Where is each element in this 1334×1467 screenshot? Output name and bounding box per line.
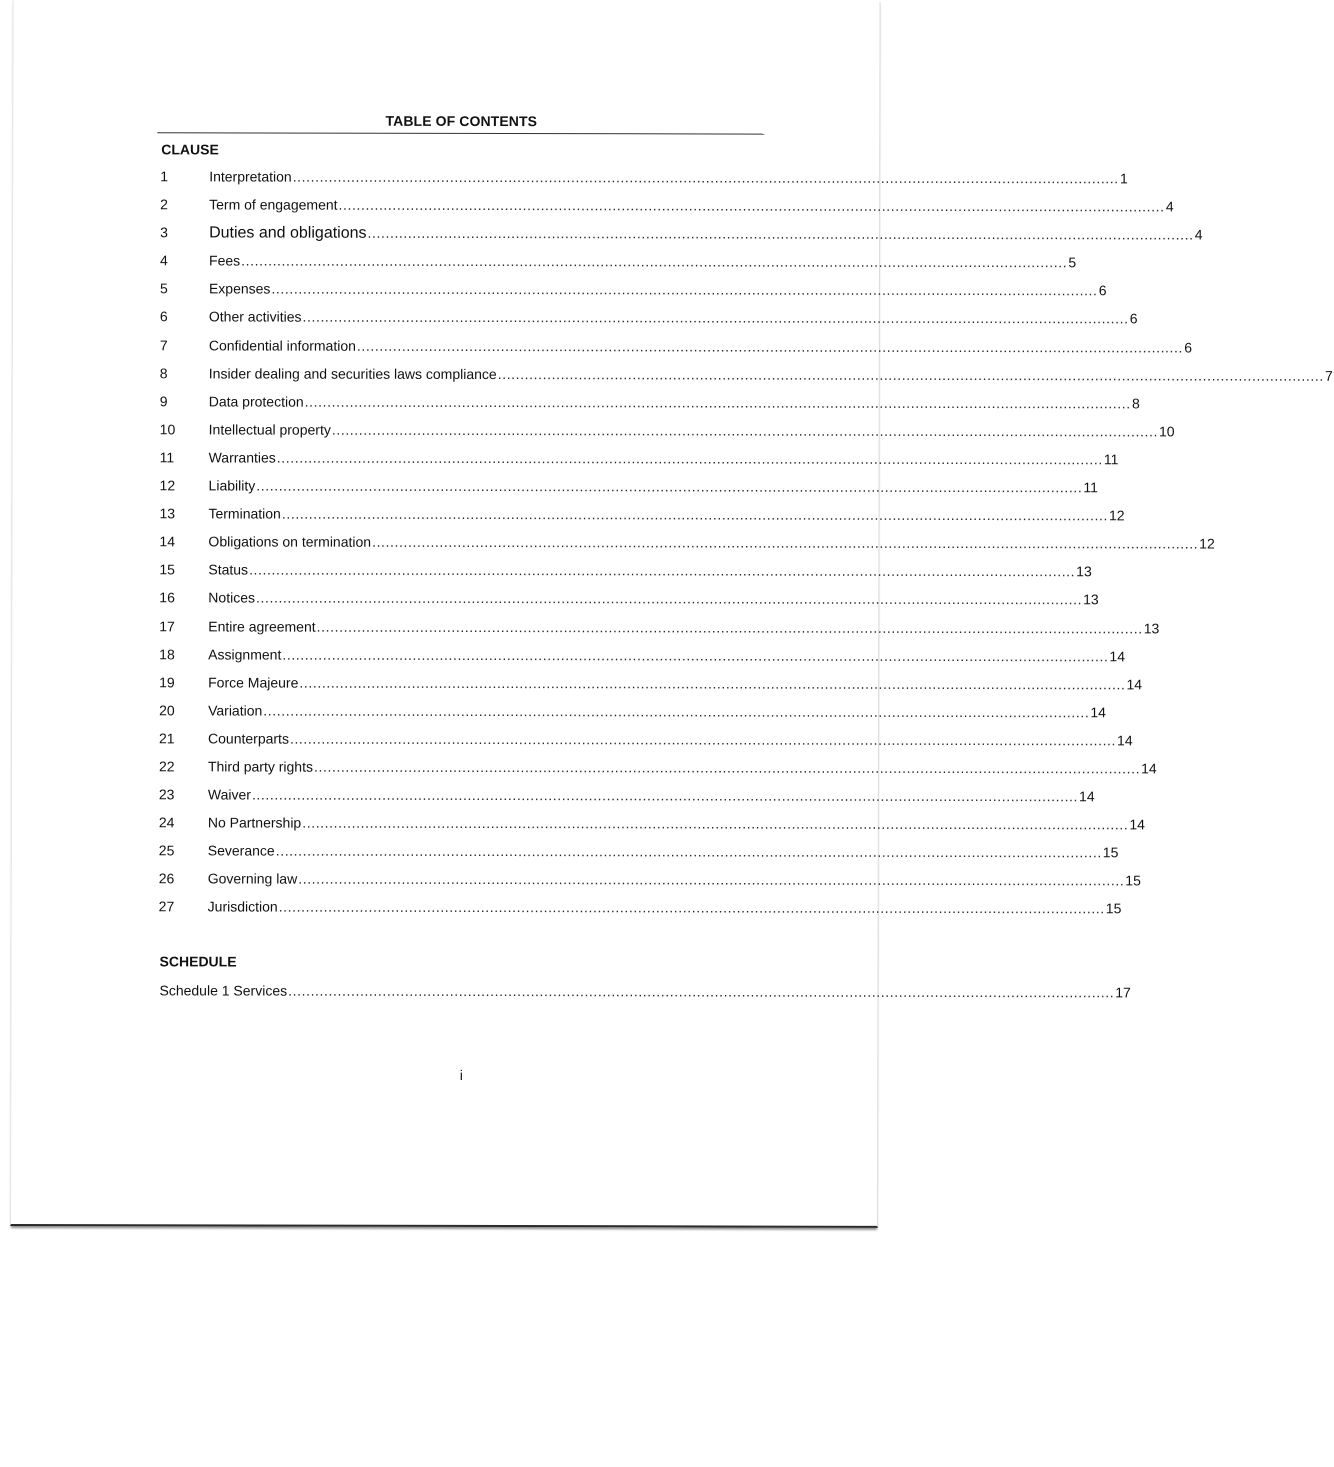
- clause-number: 3: [160, 224, 168, 241]
- clause-label: Data protection: [208, 393, 304, 410]
- dot-leader: ........................................................................................................................................................................................: [302, 309, 1129, 327]
- dot-leader: ........................................................................................................................................................................................: [331, 421, 1158, 440]
- toc-entry[interactable]: [158, 780, 1095, 809]
- toc-entry[interactable]: [158, 640, 1126, 669]
- page-number: 13: [1083, 591, 1099, 608]
- toc-entry[interactable]: [158, 668, 1143, 697]
- clause-label: Liability: [208, 477, 256, 494]
- page-number: 10: [1158, 423, 1175, 440]
- dot-leader: ........................................................................................................................................................................................: [278, 898, 1105, 917]
- page-number: 14: [1090, 704, 1106, 721]
- clause-number: 13: [159, 505, 176, 522]
- clause-label: Waiver: [207, 786, 251, 803]
- page-number: 1: [1119, 170, 1128, 187]
- dot-leader: ........................................................................................................................................................................................: [338, 196, 1165, 215]
- clause-number: 7: [159, 336, 168, 353]
- dot-leader: ........................................................................................................................................................................................: [299, 674, 1126, 693]
- schedule-label: Schedule 1 Services: [159, 982, 288, 999]
- toc-entry[interactable]: [159, 247, 1077, 276]
- clause-label: Entire agreement: [208, 617, 316, 635]
- clause-label: Duties and obligations: [209, 224, 367, 242]
- toc-entry[interactable]: [159, 190, 1174, 219]
- toc-entry[interactable]: [159, 359, 1333, 388]
- dot-leader: ........................................................................................................................................................................................: [313, 758, 1141, 777]
- toc-entry[interactable]: [159, 415, 1175, 444]
- clause-label: No Partnership: [207, 814, 302, 831]
- toc-entry[interactable]: [159, 331, 1193, 360]
- clause-label: Insider dealing and securities laws compliance: [208, 365, 497, 382]
- clause-number: 26: [158, 870, 175, 887]
- clause-number: 24: [158, 814, 175, 831]
- clause-number: 18: [159, 645, 175, 662]
- page-number: 15: [1105, 900, 1122, 917]
- clause-number: 8: [159, 364, 168, 381]
- clause-number: 11: [159, 449, 175, 466]
- folio-page-number: i: [459, 1066, 463, 1083]
- page-number: 14: [1117, 732, 1133, 749]
- toc-entry-schedule[interactable]: [159, 976, 1131, 1005]
- toc-title: TABLE OF CONTENTS: [385, 112, 538, 130]
- clause-label: Status: [208, 561, 249, 578]
- dot-leader: ........................................................................................................................................................................................: [367, 224, 1194, 243]
- toc-entry[interactable]: [158, 837, 1119, 866]
- toc-entry[interactable]: [159, 162, 1128, 191]
- toc-entry[interactable]: [159, 387, 1140, 416]
- page-number: 6: [1129, 310, 1138, 327]
- page-number: 13: [1076, 563, 1092, 580]
- document-page: [10, 0, 1333, 1228]
- title-rule: [157, 132, 764, 134]
- clause-label: Obligations on termination: [208, 533, 372, 550]
- toc-entry[interactable]: [159, 471, 1098, 500]
- clause-label: Other activities: [208, 308, 302, 326]
- page-number: 7: [1325, 367, 1333, 384]
- page-number: 12: [1199, 535, 1215, 552]
- page-number: 11: [1103, 451, 1119, 468]
- dot-leader: ........................................................................................................................................................................................: [292, 168, 1119, 187]
- dot-leader: ........................................................................................................................................................................................: [316, 618, 1143, 636]
- clause-number: 6: [159, 308, 168, 325]
- page-number: 11: [1083, 479, 1098, 496]
- toc-entry[interactable]: [158, 584, 1099, 613]
- clause-number: 20: [159, 702, 175, 719]
- clause-number: 19: [159, 673, 175, 691]
- dot-leader: ........................................................................................................................................................................................: [263, 702, 1090, 721]
- clause-number: 17: [159, 617, 175, 634]
- clause-label: Warranties: [208, 449, 276, 466]
- clause-number: 16: [159, 589, 175, 606]
- clause-label: Term of engagement: [209, 196, 338, 213]
- clause-label: Intellectual property: [208, 421, 331, 438]
- clause-label: Third party rights: [207, 758, 314, 775]
- page-number: 4: [1165, 198, 1174, 215]
- dot-leader: ........................................................................................................................................................................................: [302, 814, 1129, 833]
- clause-number: 21: [159, 730, 175, 747]
- page-number: 14: [1079, 788, 1095, 805]
- page-number: 6: [1184, 339, 1193, 356]
- clause-label: Notices: [208, 589, 256, 606]
- toc-entry[interactable]: [158, 724, 1133, 753]
- clause-label: Expenses: [208, 280, 271, 297]
- page-number: 14: [1141, 760, 1157, 777]
- toc-entry[interactable]: [159, 218, 1203, 247]
- toc-entry[interactable]: [158, 612, 1160, 641]
- page-number: 14: [1109, 647, 1126, 664]
- clause-number: 27: [158, 898, 175, 915]
- clause-label: Variation: [208, 702, 263, 719]
- page-number: 4: [1194, 226, 1203, 243]
- toc-entry[interactable]: [158, 865, 1141, 894]
- clause-number: 22: [158, 758, 175, 775]
- dot-leader: ........................................................................................................................................................................................: [298, 870, 1125, 889]
- dot-leader: ........................................................................................................................................................................................: [255, 589, 1083, 608]
- clause-number: 4: [160, 252, 168, 269]
- clause-number: 12: [159, 477, 176, 494]
- clause-label: Fees: [209, 252, 241, 269]
- toc-entry[interactable]: [158, 499, 1125, 528]
- toc-entry[interactable]: [158, 893, 1122, 922]
- toc-entry[interactable]: [159, 303, 1138, 332]
- toc-entry[interactable]: [159, 443, 1119, 472]
- clause-label: Assignment: [208, 646, 282, 663]
- clause-label: Confidential information: [208, 336, 356, 354]
- clause-number: 1: [160, 168, 169, 185]
- page-number: 12: [1108, 507, 1125, 524]
- clause-list: [158, 162, 1333, 922]
- dot-leader: ........................................................................................................................................................................................: [249, 561, 1076, 580]
- dot-leader: ........................................................................................................................................................................................: [271, 280, 1098, 299]
- clause-label: Jurisdiction: [207, 898, 278, 915]
- toc-entry[interactable]: [158, 808, 1145, 837]
- dot-leader: ........................................................................................................................................................................................: [251, 786, 1079, 805]
- clause-number: 23: [158, 786, 175, 803]
- page-number: 8: [1131, 395, 1140, 412]
- dot-leader: ........................................................................................................................................................................................: [275, 842, 1102, 861]
- clause-number: 25: [158, 842, 175, 859]
- page-number: 15: [1125, 872, 1141, 889]
- clause-heading: CLAUSE: [161, 141, 219, 158]
- dot-leader: ........................................................................................................................................................................................: [256, 477, 1083, 496]
- dot-leader: ........................................................................................................................................................................................: [276, 449, 1103, 468]
- toc-entry[interactable]: [158, 556, 1092, 585]
- dot-leader: ........................................................................................................................................................................................: [289, 730, 1117, 749]
- dot-leader: ........................................................................................................................................................................................: [241, 252, 1068, 271]
- dot-leader: ........................................................................................................................................................................................: [304, 393, 1131, 412]
- toc-entry[interactable]: [158, 752, 1157, 781]
- page-number: 6: [1098, 282, 1107, 299]
- clause-number: 10: [159, 421, 176, 438]
- dot-leader: ........................................................................................................................................................................................: [282, 646, 1109, 664]
- clause-label: Interpretation: [209, 168, 292, 185]
- dot-leader: ........................................................................................................................................................................................: [288, 982, 1115, 1001]
- dot-leader: ........................................................................................................................................................................................: [356, 337, 1184, 356]
- page-number: 14: [1129, 816, 1145, 833]
- toc-entry[interactable]: [159, 275, 1107, 304]
- toc-entry[interactable]: [158, 696, 1106, 725]
- clause-label: Governing law: [207, 870, 298, 887]
- dot-leader: ........................................................................................................................................................................................: [497, 365, 1324, 384]
- dot-leader: ........................................................................................................................................................................................: [372, 533, 1199, 552]
- clause-number: 2: [160, 196, 168, 213]
- dot-leader: ........................................................................................................................................................................................: [281, 505, 1108, 524]
- clause-number: 15: [159, 561, 175, 578]
- page-number: 14: [1126, 676, 1143, 693]
- page-number: 15: [1102, 844, 1119, 861]
- clause-number: 14: [159, 533, 176, 550]
- clause-label: Counterparts: [208, 730, 289, 747]
- clause-number: 5: [159, 280, 168, 297]
- page-number: 17: [1115, 984, 1131, 1001]
- schedule-heading: SCHEDULE: [159, 953, 237, 970]
- clause-label: Severance: [207, 842, 275, 859]
- toc-entry[interactable]: [158, 528, 1215, 557]
- clause-label: Termination: [208, 505, 281, 522]
- page-number: 5: [1068, 254, 1077, 271]
- page-number: 13: [1143, 619, 1160, 636]
- clause-label: Force Majeure: [208, 674, 299, 691]
- clause-number: 9: [159, 393, 168, 410]
